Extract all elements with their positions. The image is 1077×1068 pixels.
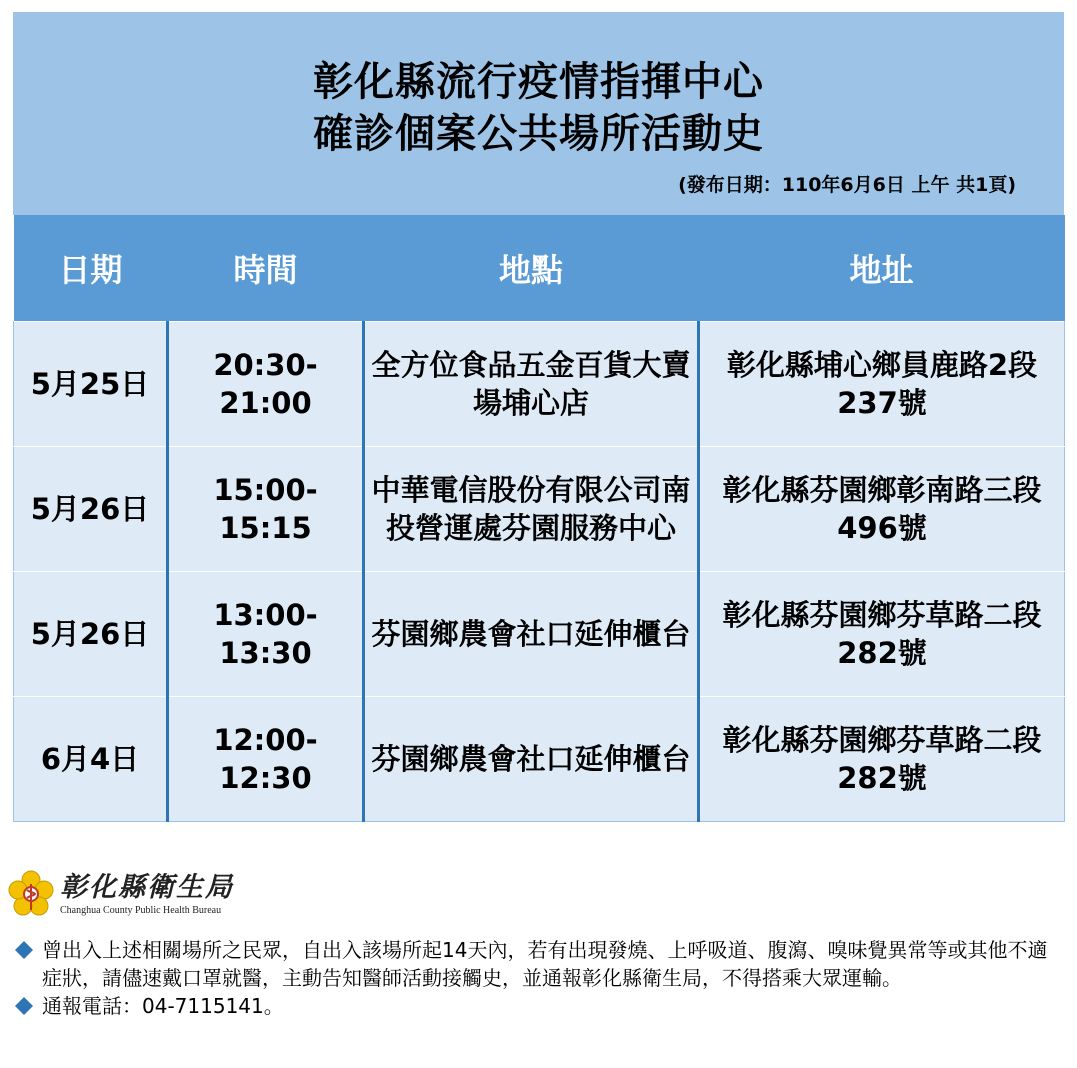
publish-date-note: (發布日期：110年6月6日 上午 共1頁) [678,174,1016,196]
logo-name-zh: 彰化縣衛生局 [60,872,234,903]
cell-location: 芬園鄉農會社口延伸櫃台 [364,572,699,697]
note-item [14,936,1054,992]
table-header-row [14,215,1065,322]
diamond-bullet-icon [14,940,34,960]
header-time: 時間 [168,215,364,322]
cell-time: 12:00-12:30 [168,697,364,822]
cell-date: 5月26日 [14,572,168,697]
table-row [14,447,1065,572]
cell-address: 彰化縣芬園鄉芬草路二段282號 [699,572,1065,697]
page-title: 彰化縣流行疫情指揮中心 [313,59,764,105]
health-bureau-logo [8,868,268,928]
plum-blossom-emblem-icon [8,870,54,920]
cell-time: 13:00-13:30 [168,572,364,697]
cell-location: 全方位食品五金百貨大賣場埔心店 [364,322,699,447]
table-row [14,572,1065,697]
note-item [14,992,1054,1020]
diamond-bullet-icon [14,996,34,1016]
title-banner [13,12,1064,215]
cell-date: 6月4日 [14,697,168,822]
logo-name-en: Changhua County Public Health Bureau [60,905,222,916]
cell-time: 15:00-15:15 [168,447,364,572]
page-subtitle: 確診個案公共場所活動史 [313,111,764,157]
header-location: 地點 [364,215,699,322]
cell-address: 彰化縣芬園鄉彰南路三段496號 [699,447,1065,572]
cell-date: 5月25日 [14,322,168,447]
header-address: 地址 [699,215,1065,322]
notes-list [14,936,1054,1020]
cell-address: 彰化縣埔心鄉員鹿路2段237號 [699,322,1065,447]
cell-location: 芬園鄉農會社口延伸櫃台 [364,697,699,822]
cell-address: 彰化縣芬園鄉芬草路二段282號 [699,697,1065,822]
activity-table [13,215,1065,822]
cell-date: 5月26日 [14,447,168,572]
table-row [14,697,1065,822]
table-row [14,322,1065,447]
cell-time: 20:30-21:00 [168,322,364,447]
header-date: 日期 [14,215,168,322]
note-text: 曾出入上述相關場所之民眾，自出入該場所起14天內，若有出現發燒、上呼吸道、腹瀉、嗅味覺異常等或其他不適症狀，請儘速戴口罩就醫，主動告知醫師活動接觸史，並通報彰化縣衛生局，不得搭乘大眾運輸。 [42,938,1048,990]
cell-location: 中華電信股份有限公司南投營運處芬園服務中心 [364,447,699,572]
note-text: 通報電話：04-7115141。 [42,994,284,1018]
